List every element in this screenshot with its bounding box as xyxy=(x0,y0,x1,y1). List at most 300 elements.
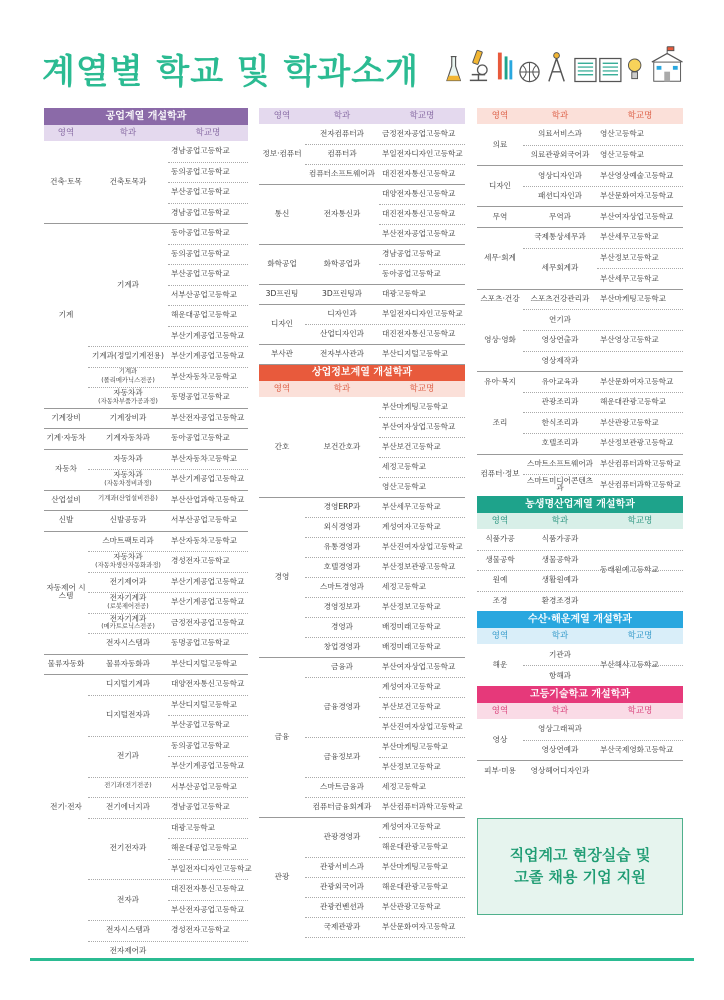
area-cell: 금융 xyxy=(274,732,290,742)
school-cell: 부산전자공업고등학교 xyxy=(382,229,456,239)
area-cell: 디자인 xyxy=(270,319,293,329)
dept-cell: 영상연예과 xyxy=(541,744,579,754)
dept-cell: 영상연출과 xyxy=(541,335,579,345)
header-area: 영역 xyxy=(273,384,291,394)
row-divider xyxy=(259,817,465,818)
dept-cell: (로봇제어전공) xyxy=(107,602,149,610)
column-two xyxy=(259,108,465,937)
row-divider xyxy=(379,477,465,478)
row-divider xyxy=(88,572,248,573)
row-divider xyxy=(88,695,248,696)
row-divider xyxy=(379,697,465,698)
school-cell: 부산문화여자고등학교 xyxy=(382,922,456,932)
school-cell: 부산진여자상업고등학교 xyxy=(382,722,463,732)
row-divider xyxy=(305,537,465,538)
row-divider xyxy=(168,756,248,757)
row-divider xyxy=(523,412,683,413)
dept-cell: 전자부사관과 xyxy=(319,349,364,359)
it-table xyxy=(259,124,465,364)
dept-cell: 외식경영과 xyxy=(323,522,361,532)
dept-cell: 호텔경영과 xyxy=(323,562,361,572)
dept-cell: 신발공동과 xyxy=(109,515,147,525)
row-divider xyxy=(305,617,465,618)
dept-cell: 스마트미디어콘텐츠과 xyxy=(526,475,594,493)
school-cell: 대광고등학교 xyxy=(171,822,216,832)
row-divider xyxy=(168,244,248,245)
callout-box xyxy=(477,818,683,915)
area-cell: 피부·미용 xyxy=(484,765,516,775)
dept-cell: 보건간호과 xyxy=(323,442,361,452)
area-cell: 조리 xyxy=(492,417,508,427)
dept-cell: 의료서비스과 xyxy=(537,129,582,139)
dept-cell: 기계장비과 xyxy=(109,412,147,422)
dept-cell: 전기전자과 xyxy=(109,843,147,853)
school-cell: 부산국제영화고등학교 xyxy=(600,744,674,754)
row-divider xyxy=(88,920,248,921)
dept-cell: 국제통상세무과 xyxy=(534,232,586,242)
dept-cell: (폴리메카닉스전공) xyxy=(101,377,155,385)
dept-cell: 호텔조리과 xyxy=(541,438,579,448)
row-divider xyxy=(523,351,683,352)
header-area: 영역 xyxy=(273,111,291,121)
area-cell: 의료 xyxy=(492,139,508,149)
row-divider xyxy=(88,818,248,819)
row-divider xyxy=(44,428,248,429)
callout-line-2: 고졸 채용 기업 지원 xyxy=(514,867,646,886)
header-area: 영역 xyxy=(491,111,509,121)
area-cell: 관광 xyxy=(274,872,290,882)
row-divider xyxy=(44,674,248,675)
school-cell: 해운대공업고등학교 xyxy=(171,310,238,320)
book-icon xyxy=(573,54,623,84)
row-divider xyxy=(88,736,248,737)
row-divider xyxy=(523,330,683,331)
school-cell: 부산자동차고등학교 xyxy=(171,453,238,463)
dept-cell: 화학공업과 xyxy=(323,259,361,269)
school-cell: 해운대관광고등학교 xyxy=(600,397,667,407)
industrial-column xyxy=(44,108,252,955)
row-divider xyxy=(477,227,683,228)
dept-cell: 3D프린팅과 xyxy=(321,289,363,299)
dept-cell: 스마트팩토리과 xyxy=(102,535,154,545)
school-cell: 부산세무고등학교 xyxy=(600,273,659,283)
row-divider xyxy=(168,162,248,163)
row-divider xyxy=(305,797,465,798)
school-cell: 동의공업고등학교 xyxy=(171,248,230,258)
row-divider xyxy=(305,144,465,145)
dept-cell: 생물공학과 xyxy=(541,554,579,564)
school-cell: 부산보건고등학교 xyxy=(382,442,441,452)
school-cell: 경남공업고등학교 xyxy=(382,249,441,259)
table-header xyxy=(477,108,683,124)
callout-line-1: 직업계고 현장실습 및 xyxy=(509,845,651,864)
dept-cell: (자동차생산자동화과정) xyxy=(95,561,161,569)
header-dept: 학과 xyxy=(551,516,569,526)
dept-cell: 경영ERP과 xyxy=(323,502,361,512)
table-header xyxy=(477,628,683,644)
school-cell: 부산정보관광고등학교 xyxy=(600,438,674,448)
row-divider xyxy=(259,364,465,365)
dept-cell: (메카트로닉스전공) xyxy=(101,623,155,631)
dept-cell: 컴퓨터과 xyxy=(327,149,357,159)
dept-cell: 관광경영과 xyxy=(323,832,361,842)
school-cell: 동아공업고등학교 xyxy=(171,228,230,238)
row-divider xyxy=(523,145,683,146)
school-cell: 부산여자상업고등학교 xyxy=(382,662,456,672)
row-divider xyxy=(379,437,465,438)
school-cell: 서부산공업고등학교 xyxy=(171,289,238,299)
header-area: 영역 xyxy=(491,706,509,716)
page-title: 계열별 학교 및 학과소개 xyxy=(42,52,419,92)
school-cell: 해운대관광고등학교 xyxy=(382,842,449,852)
row-divider xyxy=(88,469,248,470)
row-divider xyxy=(259,244,465,245)
row-divider xyxy=(379,204,465,205)
row-divider xyxy=(88,797,248,798)
school-cell: 부산영상고등학교 xyxy=(600,335,659,345)
school-cell: 영산고등학교 xyxy=(600,149,645,159)
header-icons xyxy=(446,44,686,84)
header-dept: 학과 xyxy=(551,631,569,641)
row-divider xyxy=(477,206,683,207)
area-cell: 식품가공 xyxy=(485,534,515,544)
header-dept: 학과 xyxy=(551,706,569,716)
school-cell: 부산세무고등학교 xyxy=(382,502,441,512)
stem-table xyxy=(477,719,683,781)
dept-cell: 전자시스템과 xyxy=(105,638,150,648)
school-cell: 부산기계공업고등학교 xyxy=(171,597,245,607)
dept-cell: 기계과 xyxy=(118,368,138,376)
dept-cell: 기계과(산업설비전용) xyxy=(98,495,158,503)
dept-cell: 전자과 xyxy=(116,894,139,904)
area-cell: 원예 xyxy=(492,575,508,585)
dept-cell: 금융과 xyxy=(330,662,353,672)
area-cell: 통신 xyxy=(274,209,290,219)
school-cell: 부산기계공업고등학교 xyxy=(171,330,245,340)
table-header xyxy=(477,703,683,719)
row-divider xyxy=(523,309,683,310)
row-divider xyxy=(168,285,248,286)
school-cell: 동아공업고등학교 xyxy=(171,433,230,443)
header-school: 학교명 xyxy=(627,111,653,121)
area-cell: 건축·토목 xyxy=(50,177,82,187)
dept-cell: 창업경영과 xyxy=(323,642,361,652)
flask-icon xyxy=(446,54,461,84)
area-cell: 스포츠·건강 xyxy=(480,294,520,304)
dept-cell: 유통경영과 xyxy=(323,542,361,552)
dept-cell: 식품가공과 xyxy=(541,534,579,544)
dept-cell: 환경조경과 xyxy=(541,595,579,605)
stem-section-title: 고등기술학교 개설학과 xyxy=(477,686,683,703)
row-divider xyxy=(379,417,465,418)
dept-cell: 전기제어과 xyxy=(109,576,147,586)
school-cell: 해운대관광고등학교 xyxy=(382,882,449,892)
school-building-icon xyxy=(648,44,686,84)
dept-cell: 전자제어과 xyxy=(109,945,147,955)
dept-cell: 기계과 xyxy=(116,279,139,289)
school-cell: 부산공업고등학교 xyxy=(171,720,230,730)
dept-cell: 영상헤어디자인과 xyxy=(530,765,590,775)
area-cell: 영상 xyxy=(492,734,508,744)
dept-cell: 전자시스템과 xyxy=(105,925,150,935)
header-school: 학교명 xyxy=(627,516,653,526)
school-cell: 부산여자상업고등학교 xyxy=(382,422,456,432)
row-divider xyxy=(477,570,683,571)
school-cell: 해운대공업고등학교 xyxy=(171,843,238,853)
school-cell: 부산기계공업고등학교 xyxy=(171,351,245,361)
dept-cell: 기계자동차과 xyxy=(105,433,150,443)
school-cell: 대진전자통신고등학교 xyxy=(171,884,245,894)
microscope-icon xyxy=(466,48,491,84)
dept-cell: 영상제작과 xyxy=(541,355,579,365)
school-cell: 부산관광고등학교 xyxy=(600,417,659,427)
school-cell: 부산디지털고등학교 xyxy=(171,699,238,709)
row-divider xyxy=(477,760,683,761)
row-divider xyxy=(259,657,465,658)
school-cell: 동아공업고등학교 xyxy=(382,269,441,279)
school-cell: 세정고등학교 xyxy=(382,582,427,592)
school-cell: 금정전자공업고등학교 xyxy=(382,129,456,139)
row-divider xyxy=(305,737,465,738)
school-cell: 부산문화여자고등학교 xyxy=(600,191,674,201)
row-divider xyxy=(305,324,465,325)
area-cell: 유아·복지 xyxy=(484,376,516,386)
row-divider xyxy=(305,164,465,165)
school-cell: 동명공업고등학교 xyxy=(171,392,230,402)
row-divider xyxy=(88,551,248,552)
school-cell: 동명공업고등학교 xyxy=(171,638,230,648)
school-cell: 경남공업고등학교 xyxy=(171,146,230,156)
dept-cell: 국제관광과 xyxy=(323,922,361,932)
row-divider xyxy=(168,305,248,306)
row-divider xyxy=(44,490,248,491)
school-cell: 경성전자고등학교 xyxy=(171,556,230,566)
school-cell: 부일전자디자인고등학교 xyxy=(171,863,252,873)
row-divider xyxy=(305,577,465,578)
dept-cell: 관광컨벤션과 xyxy=(319,902,364,912)
row-divider xyxy=(305,937,465,938)
area-cell: 3D프린팅 xyxy=(265,289,299,299)
area-cell: 전기·전자 xyxy=(50,802,82,812)
row-divider xyxy=(168,838,248,839)
row-divider xyxy=(259,497,465,498)
table-header xyxy=(259,381,465,397)
row-divider xyxy=(305,917,465,918)
school-cell: 부산정보관광고등학교 xyxy=(382,562,456,572)
area-cell: 화학공업 xyxy=(267,259,297,269)
row-divider xyxy=(523,665,683,666)
commerce-table-continued xyxy=(477,124,683,496)
row-divider xyxy=(477,591,683,592)
school-cell: 부산기계공업고등학교 xyxy=(171,761,245,771)
column-three xyxy=(477,108,683,781)
dept-cell: 경영정보과 xyxy=(323,602,361,612)
school-cell: 서부산공업고등학교 xyxy=(171,515,238,525)
row-divider xyxy=(259,284,465,285)
school-cell: 영산고등학교 xyxy=(600,129,645,139)
dept-cell: 컴퓨터금융회계과 xyxy=(312,802,372,812)
school-cell: 동래원예고등학교 xyxy=(600,565,659,575)
fisheries-section-title: 수산·해운계열 개설학과 xyxy=(477,611,683,628)
commerce-table xyxy=(259,397,465,937)
row-divider xyxy=(44,449,248,450)
dept-cell: 스마트경영과 xyxy=(319,582,364,592)
school-cell: 부산마케팅고등학교 xyxy=(382,742,449,752)
agriculture-section-title: 농생명산업계열 개설학과 xyxy=(477,496,683,513)
dept-cell: 생활원예과 xyxy=(541,575,579,585)
school-cell: 대진전자통신고등학교 xyxy=(382,209,456,219)
row-divider xyxy=(379,837,465,838)
row-divider xyxy=(88,613,248,614)
dept-cell: 유아교육과 xyxy=(541,376,579,386)
dept-cell: 디지털전자과 xyxy=(105,710,150,720)
row-divider xyxy=(88,633,248,634)
row-divider xyxy=(305,897,465,898)
dept-cell: 기관과 xyxy=(548,649,571,659)
dept-cell: 디자인과 xyxy=(327,309,357,319)
school-cell: 부산기계공업고등학교 xyxy=(171,474,245,484)
area-cell: 세무·회계 xyxy=(484,252,516,262)
table-header xyxy=(259,108,465,124)
agriculture-table xyxy=(477,529,683,611)
row-divider xyxy=(88,879,248,880)
dept-cell: 전자기계과 xyxy=(109,593,147,603)
school-cell: 부산마케팅고등학교 xyxy=(382,402,449,412)
school-cell: 영산고등학교 xyxy=(382,482,427,492)
dept-cell: 세무회계과 xyxy=(541,263,579,273)
row-divider xyxy=(379,717,465,718)
area-cell: 기계장비 xyxy=(51,412,81,422)
dept-cell: 산업디자인과 xyxy=(319,329,364,339)
row-divider xyxy=(379,757,465,758)
area-cell: 디자인 xyxy=(488,180,511,190)
row-divider xyxy=(168,900,248,901)
area-cell: 컴퓨터·정보 xyxy=(480,469,520,479)
header-area: 영역 xyxy=(491,631,509,641)
row-divider xyxy=(44,510,248,511)
lightbulb-icon xyxy=(627,56,642,84)
basketball-icon xyxy=(518,60,541,84)
dept-cell: 기계과(정밀기계전용) xyxy=(92,351,164,361)
school-cell: 대양전자통신고등학교 xyxy=(382,189,456,199)
row-divider xyxy=(523,248,683,249)
row-divider xyxy=(477,454,683,455)
area-cell: 정보·컴퓨터 xyxy=(262,149,302,159)
row-divider xyxy=(305,877,465,878)
row-divider xyxy=(523,186,683,187)
row-divider xyxy=(168,182,248,183)
dept-cell: 전자기계과 xyxy=(109,613,147,623)
school-cell: 대광고등학교 xyxy=(382,289,427,299)
dept-cell: 영상그래픽과 xyxy=(537,724,582,734)
row-divider xyxy=(305,557,465,558)
school-cell: 부산디지털고등학교 xyxy=(382,349,449,359)
row-divider xyxy=(477,371,683,372)
row-divider xyxy=(305,857,465,858)
school-cell: 세정고등학교 xyxy=(382,462,427,472)
row-divider xyxy=(305,637,465,638)
school-cell: 부산전자공업고등학교 xyxy=(171,904,245,914)
school-cell: 경성전자고등학교 xyxy=(171,925,230,935)
area-cell: 기계 xyxy=(58,310,74,320)
school-cell: 부산공업고등학교 xyxy=(171,269,230,279)
school-cell: 부산산업과학고등학교 xyxy=(171,494,245,504)
row-divider xyxy=(88,777,248,778)
school-cell: 부산공업고등학교 xyxy=(171,187,230,197)
dept-cell: 항해과 xyxy=(548,670,571,680)
dept-cell: (자동차부품가공과정) xyxy=(98,397,158,405)
row-divider xyxy=(88,941,248,942)
table-header xyxy=(44,125,248,141)
row-divider xyxy=(44,654,248,655)
row-divider xyxy=(305,677,465,678)
row-divider xyxy=(477,165,683,166)
row-divider xyxy=(44,531,248,532)
dept-cell: 전자컴퓨터과 xyxy=(319,129,364,139)
row-divider xyxy=(88,367,248,368)
dept-cell: 관광서비스과 xyxy=(319,862,364,872)
row-divider xyxy=(259,344,465,345)
header-school: 학교명 xyxy=(627,706,653,716)
dept-cell: 스마트소프트웨어과 xyxy=(526,458,594,468)
school-cell: 부산보건고등학교 xyxy=(382,702,441,712)
industrial-section-title: 공업계열 개설학과 xyxy=(44,108,248,125)
area-cell: 무역 xyxy=(492,211,508,221)
dept-cell: 자동차과 xyxy=(113,388,143,398)
row-divider xyxy=(168,326,248,327)
compass-icon xyxy=(546,50,567,84)
area-cell: 영상·영화 xyxy=(484,335,516,345)
school-cell: 부산컴퓨터과학고등학교 xyxy=(382,802,463,812)
row-divider xyxy=(168,203,248,204)
area-cell: 부사관 xyxy=(270,349,293,359)
school-cell: 대양전자통신고등학교 xyxy=(171,679,245,689)
dept-cell: 금융경영과 xyxy=(323,702,361,712)
school-cell: 부산정보고등학교 xyxy=(600,252,659,262)
row-divider xyxy=(305,517,465,518)
header-dept: 학과 xyxy=(333,384,351,394)
area-cell: 자동차 xyxy=(54,464,77,474)
school-cell: 부산해사고등학교 xyxy=(600,660,659,670)
row-divider xyxy=(168,264,248,265)
dept-cell: 연기과 xyxy=(548,314,571,324)
area-cell: 조경 xyxy=(492,595,508,605)
school-cell: 부산마케팅고등학교 xyxy=(600,294,667,304)
row-divider xyxy=(477,550,683,551)
school-cell: 부산자동차고등학교 xyxy=(171,535,238,545)
area-cell: 신발 xyxy=(58,515,74,525)
row-divider xyxy=(88,387,248,388)
dept-cell: 자동차과 xyxy=(113,470,143,480)
dept-cell: 경영과 xyxy=(330,622,353,632)
school-cell: 세정고등학교 xyxy=(382,782,427,792)
school-cell: 부산영상예술고등학교 xyxy=(600,170,674,180)
school-cell: 부일전자디자인고등학교 xyxy=(382,149,463,159)
dept-cell: 패션디자인과 xyxy=(537,191,582,201)
dept-cell: 디지털기계과 xyxy=(105,679,150,689)
dept-cell: 물류자동화과 xyxy=(105,658,150,668)
header-school: 학교명 xyxy=(409,111,435,121)
bottom-rule xyxy=(30,958,694,961)
school-cell: 계성여자고등학교 xyxy=(382,682,441,692)
school-cell: 부일전자디자인고등학교 xyxy=(382,309,463,319)
row-divider xyxy=(168,715,248,716)
school-cell: 부산진여자상업고등학교 xyxy=(382,542,463,552)
row-divider xyxy=(88,592,248,593)
row-divider xyxy=(523,433,683,434)
dept-cell: 컴퓨터소프트웨어과 xyxy=(308,169,376,179)
dept-cell: (자동차정비과정) xyxy=(104,479,152,487)
